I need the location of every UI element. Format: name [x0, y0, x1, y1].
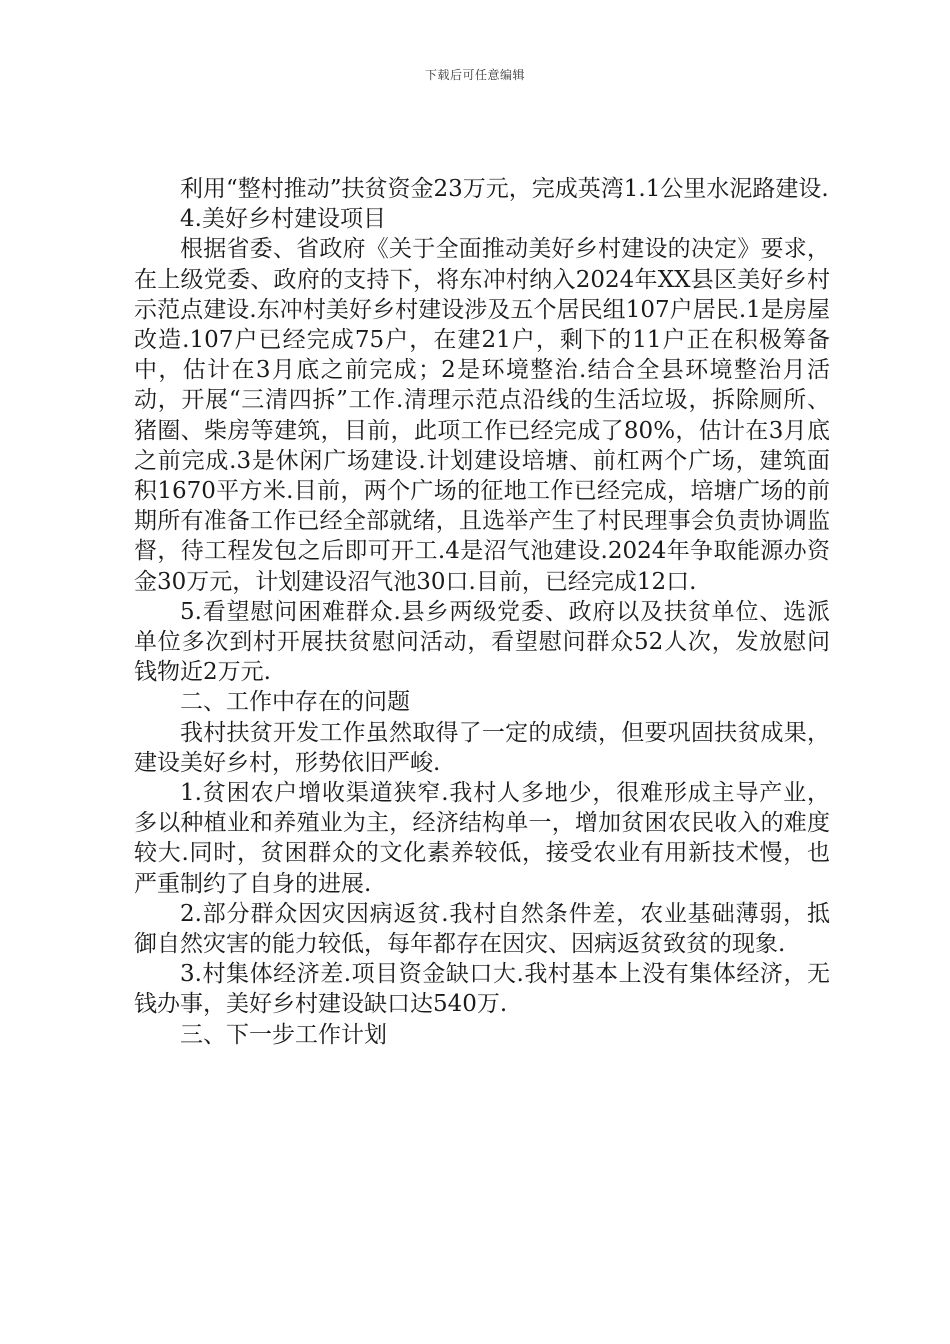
- paragraph-problem-collective-economy: 3.村集体经济差.项目资金缺口大.我村基本上没有集体经济，无钱办事，美好乡村建设缺口达540万.: [134, 961, 830, 1018]
- paragraph-problem-income-channels: 1.贫困农户增收渠道狭窄.我村人多地少，很难形成主导产业，多以种植业和养殖业为主，经济结构单一，增加贫困农民收入的难度较大.同时，贫困群众的文化素养较低，接受农业有用新技术慢，也严重制约了自身的进展.: [134, 780, 830, 897]
- paragraph-visit-difficult-households: 5.看望慰问困难群众.县乡两级党委、政府以及扶贫单位、选派单位多次到村开展扶贫慰问活动，看望慰问群众52人次，发放慰问钱物近2万元.: [134, 598, 830, 686]
- paragraph-beautiful-village-details: 根据省委、省政府《关于全面推动美好乡村建设的决定》要求，在上级党委、政府的支持下，将东冲村纳入2024年XX县区美好乡村示范点建设.东冲村美好乡村建设涉及五个居民组107户居民.1是房屋改造.107户已经完成75户，在建21户，剩下的11户正在积极筹备中，估计在3月底之前完成；2是环境整治.结合全县环境整治月活动，开展“三清四拆”工作.清理示范点沿线的生活垃圾，拆除厕所、猪圈、柴房等建筑，目前，此项工作已经完成了80%，估计在3月底之前完成.3是休闲广场建设.计划建设培塘、前杠两个广场，建筑面积1670平方米.目前，两个广场的征地工作已经完成，培塘广场的前期所有准备工作已经全部就绪，且选举产生了村民理事会负责协调监督，待工程发包之后即可开工.4是沼气池建设.2024年争取能源办资金30万元，计划建设沼气池30口.目前，已经完成12口.: [134, 236, 830, 595]
- heading-existing-problems: 二、工作中存在的问题: [180, 689, 410, 716]
- paragraph-problems-intro: 我村扶贫开发工作虽然取得了一定的成绩，但要巩固扶贫成果，建设美好乡村，形势依旧严峻.: [134, 719, 830, 776]
- document-body: [134, 174, 830, 1050]
- heading-next-steps: 三、下一步工作计划: [180, 1021, 387, 1048]
- paragraph-problem-return-to-poverty: 2.部分群众因灾因病返贫.我村自然条件差，农业基础薄弱，抵御自然灾害的能力较低，每年都存在因灾、因病返贫致贫的现象.: [134, 900, 830, 958]
- page-header: 下载后可任意编辑: [424, 68, 525, 82]
- heading-beautiful-village-project: 4.美好乡村建设项目: [180, 206, 386, 233]
- paragraph-road-construction: 利用“整村推动”扶贫资金23万元，完成英湾1.1公里水泥路建设.: [180, 176, 829, 202]
